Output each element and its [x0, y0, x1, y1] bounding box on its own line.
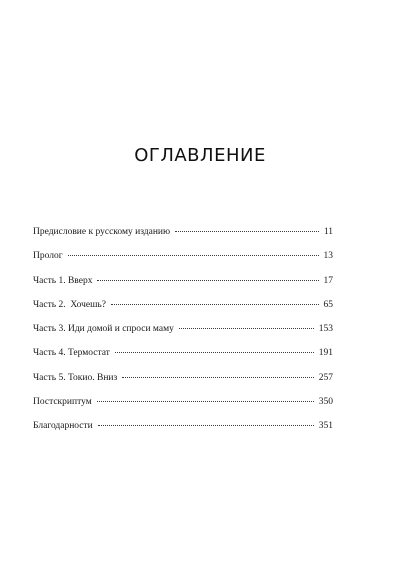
toc-entry [33, 324, 333, 348]
table-of-contents [33, 227, 333, 446]
dot-leader [179, 328, 314, 329]
toc-entry-label: Благодарности [33, 421, 93, 432]
toc-entry-page: 351 [318, 421, 333, 432]
dot-leader [97, 401, 314, 402]
toc-entry-page: 153 [318, 324, 333, 335]
toc-entry [33, 421, 333, 445]
toc-entry-label: Часть 5. Токио. Вниз [33, 372, 118, 383]
page-title: ОГЛАВЛЕНИЕ [134, 145, 266, 166]
toc-entry [33, 227, 333, 251]
toc-entry-page: 257 [318, 372, 333, 383]
toc-entry [33, 251, 333, 275]
toc-entry-label: Часть 3. Иди домой и спроси маму [33, 324, 174, 335]
toc-entry-page: 350 [318, 397, 333, 408]
toc-entry-page: 191 [318, 348, 333, 359]
toc-entry [33, 300, 333, 324]
toc-entry-page: 65 [323, 299, 333, 310]
toc-entry [33, 348, 333, 372]
toc-entry-label: Часть 1. Вверх [33, 275, 93, 286]
dot-leader [175, 231, 319, 232]
dot-leader [68, 255, 319, 256]
toc-entry-page: 11 [323, 227, 333, 237]
toc-entry [33, 397, 333, 421]
dot-leader [115, 352, 314, 353]
toc-entry-page: 13 [323, 251, 333, 262]
toc-entry-page: 17 [323, 275, 333, 286]
dot-leader [122, 377, 313, 378]
dot-leader [98, 425, 314, 426]
toc-entry-label: Предисловие к русскому изданию [33, 227, 171, 237]
dot-leader [111, 304, 319, 305]
toc-entry-label: Часть 4. Термостат [33, 348, 110, 359]
toc-entry [33, 276, 333, 300]
dot-leader [97, 280, 318, 281]
toc-entry-label: Постскриптум [33, 397, 92, 408]
toc-entry [33, 373, 333, 397]
toc-entry-label: Пролог [33, 251, 63, 262]
toc-entry-label: Часть 2. Хочешь? [33, 299, 106, 310]
